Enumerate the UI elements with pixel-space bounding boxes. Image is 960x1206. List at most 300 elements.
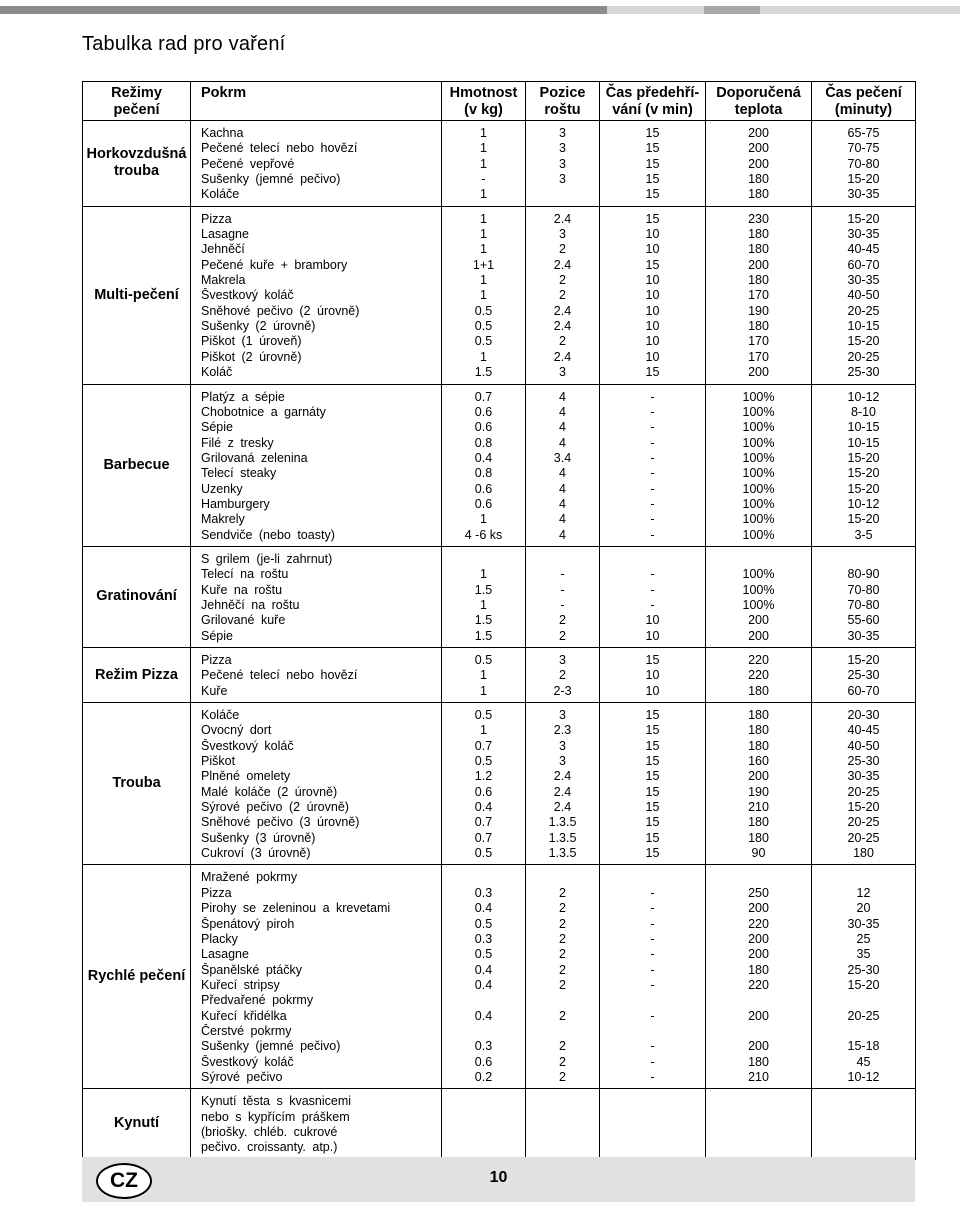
- table-cell: 10: [645, 349, 660, 364]
- time-column: [812, 121, 916, 207]
- table-cell: 170: [748, 288, 769, 303]
- rack-column: [526, 703, 600, 865]
- table-cell: 15: [645, 800, 660, 815]
- table-cell: [600, 870, 705, 885]
- table-cell: 0.4: [474, 962, 493, 977]
- dish-name: Pizza: [201, 211, 232, 226]
- table-cell: 0.5: [474, 754, 493, 769]
- weight-column: [442, 648, 526, 703]
- table-cell: 2-3: [553, 683, 572, 698]
- table-cell: [812, 1094, 915, 1109]
- table-cell: 220: [748, 668, 769, 683]
- table-cell: 1: [480, 683, 487, 698]
- table-cell: [526, 187, 599, 202]
- table-cell: 100%: [742, 404, 775, 419]
- time-column: [812, 648, 916, 703]
- table-cell: 15: [645, 653, 660, 667]
- table-cell: 15: [645, 723, 660, 738]
- table-cell: 100%: [742, 512, 775, 527]
- dish-column: [191, 384, 442, 546]
- table-cell: 80-90: [847, 567, 880, 582]
- table-cell: 25-30: [847, 754, 880, 769]
- table-cell: -: [560, 567, 565, 582]
- table-cell: [706, 1125, 811, 1140]
- dish-name: Telecí na roštu: [201, 567, 289, 582]
- table-cell: 180: [748, 708, 769, 723]
- table-cell: [526, 1024, 599, 1039]
- dish-column: [191, 703, 442, 865]
- dish-name: Uzenky: [201, 481, 243, 496]
- cooking-mode-label: Trouba: [112, 775, 161, 792]
- table-cell: [600, 1125, 705, 1140]
- table-cell: 4: [559, 435, 566, 450]
- table-cell: 180: [853, 846, 874, 861]
- table-cell: [600, 552, 705, 567]
- header-line: Čas předehří-: [605, 85, 700, 101]
- cooking-mode: [83, 384, 191, 546]
- table-cell: 15: [645, 365, 660, 380]
- table-cell: -: [650, 916, 655, 931]
- table-cell: 2: [559, 628, 566, 643]
- temperature-column: [706, 703, 812, 865]
- table-cell: -: [650, 420, 655, 435]
- table-cell: 190: [748, 303, 769, 318]
- table-cell: 1: [480, 567, 487, 582]
- table-cell: 15: [645, 769, 660, 784]
- cooking-mode-label: Gratinování: [96, 588, 177, 605]
- table-cell: 15: [645, 141, 660, 156]
- table-cell: -: [650, 1069, 655, 1084]
- table-cell: 8-10: [850, 404, 877, 419]
- table-cell: 10-15: [847, 420, 880, 435]
- cooking-mode: [83, 121, 191, 207]
- dish-name: Placky: [201, 931, 238, 946]
- cooking-mode-label: Horkovzdušná: [86, 146, 187, 163]
- table-cell: 2: [559, 947, 566, 962]
- table-cell: 0.4: [474, 800, 493, 815]
- table-cell: [812, 1024, 915, 1039]
- header-line: roštu: [544, 102, 581, 118]
- table-cell: -: [481, 172, 486, 187]
- table-cell: 4 -6 ks: [464, 527, 503, 542]
- dish-name: Švestkový koláč: [201, 738, 294, 753]
- dish-name: Koláče: [201, 187, 240, 202]
- cooking-mode-label: Kynutí: [113, 1115, 160, 1132]
- preheat-column: [600, 121, 706, 207]
- table-cell: 200: [748, 141, 769, 156]
- dish-name: Kuřecí křidélka: [201, 1008, 287, 1023]
- dish-name: Cukroví (3 úrovně): [201, 846, 311, 861]
- table-cell: -: [650, 435, 655, 450]
- table-cell: 20-25: [847, 349, 880, 364]
- table-cell: 40-50: [847, 738, 880, 753]
- table-cell: 210: [748, 1069, 769, 1084]
- dish-name: Sýrové pečivo (2 úrovně): [201, 800, 349, 815]
- table-cell: 0.7: [474, 738, 493, 753]
- dish-name: Jehněčí: [201, 242, 245, 257]
- table-cell: 2: [559, 962, 566, 977]
- dish-name: Makrely: [201, 512, 245, 527]
- table-cell: -: [650, 901, 655, 916]
- table-cell: 30-35: [847, 227, 880, 242]
- dish-name: Pizza: [201, 885, 232, 900]
- table-cell: 0.5: [474, 334, 493, 349]
- table-group-row: [83, 1089, 916, 1159]
- rack-column: [526, 865, 600, 1089]
- table-cell: 25-30: [847, 365, 880, 380]
- table-group-row: [83, 546, 916, 647]
- table-cell: 1.5: [474, 613, 493, 628]
- table-cell: 4: [559, 527, 566, 542]
- header-line: Pokrm: [201, 85, 247, 101]
- table-cell: 15-20: [847, 334, 880, 349]
- dish-name: Grilované kuře: [201, 613, 286, 628]
- table-cell: -: [650, 512, 655, 527]
- table-cell: 0.3: [474, 931, 493, 946]
- page-footer: [82, 1157, 915, 1202]
- table-cell: 2: [559, 1039, 566, 1054]
- table-cell: 0.6: [474, 1054, 493, 1069]
- table-cell: [600, 1024, 705, 1039]
- dish-name: Jehněčí na roštu: [201, 597, 300, 612]
- table-cell: [706, 1094, 811, 1109]
- table-cell: 15: [645, 784, 660, 799]
- table-cell: [526, 1125, 599, 1140]
- table-cell: 230: [748, 211, 769, 226]
- temperature-column: [706, 648, 812, 703]
- top-decorative-bar: [0, 6, 960, 14]
- table-cell: 15-20: [847, 481, 880, 496]
- table-cell: 30-35: [847, 628, 880, 643]
- table-cell: 4: [559, 481, 566, 496]
- dish-name: Grilovaná zelenina: [201, 450, 308, 465]
- header-line: Hmotnost: [449, 85, 518, 101]
- table-cell: 2: [559, 334, 566, 349]
- table-cell: 2: [559, 288, 566, 303]
- table-cell: 15-20: [847, 800, 880, 815]
- table-cell: -: [650, 527, 655, 542]
- table-cell: 15-18: [847, 1039, 880, 1054]
- table-cell: 210: [748, 800, 769, 815]
- table-cell: 40-45: [847, 723, 880, 738]
- table-cell: 0.8: [474, 466, 493, 481]
- table-group-row: [83, 384, 916, 546]
- table-cell: [526, 1110, 599, 1125]
- dish-name: Mražené pokrmy: [201, 870, 298, 885]
- table-cell: 2.4: [553, 784, 572, 799]
- table-cell: 180: [748, 172, 769, 187]
- table-cell: 200: [748, 365, 769, 380]
- table-group-row: [83, 206, 916, 384]
- table-cell: 2.4: [553, 769, 572, 784]
- table-cell: -: [560, 582, 565, 597]
- dish-name: Kynutí těsta s kvasnicemi: [201, 1094, 352, 1109]
- weight-column: [442, 206, 526, 384]
- rack-column: [526, 1089, 600, 1159]
- table-cell: 100%: [742, 597, 775, 612]
- table-cell: 30-35: [847, 273, 880, 288]
- dish-column: [191, 1089, 442, 1159]
- table-cell: 15: [645, 754, 660, 769]
- table-cell: -: [650, 496, 655, 511]
- table-cell: 0.4: [474, 1008, 493, 1023]
- table-cell: 0.3: [474, 1039, 493, 1054]
- table-cell: [442, 1140, 525, 1155]
- table-cell: 25-30: [847, 668, 880, 683]
- table-cell: [526, 1094, 599, 1109]
- table-cell: [706, 1024, 811, 1039]
- weight-column: [442, 384, 526, 546]
- table-cell: 0.2: [474, 1069, 493, 1084]
- dish-name: Koláče: [201, 708, 240, 723]
- table-cell: 200: [748, 628, 769, 643]
- table-cell: 0.5: [474, 947, 493, 962]
- table-cell: 2: [559, 931, 566, 946]
- table-cell: 15-20: [847, 211, 880, 226]
- rack-column: [526, 121, 600, 207]
- table-cell: 40-50: [847, 288, 880, 303]
- table-cell: 15-20: [847, 172, 880, 187]
- table-cell: 10: [645, 668, 660, 683]
- dish-name: Špenátový piroh: [201, 916, 295, 931]
- dish-column: [191, 206, 442, 384]
- table-cell: 10: [645, 273, 660, 288]
- table-cell: 15: [645, 211, 660, 226]
- table-cell: 180: [748, 738, 769, 753]
- table-cell: 2: [559, 885, 566, 900]
- dish-name: pečivo. croissanty. atp.): [201, 1140, 338, 1155]
- table-cell: 100%: [742, 435, 775, 450]
- table-cell: 0.5: [474, 303, 493, 318]
- table-cell: 10-15: [847, 319, 880, 334]
- table-cell: -: [650, 947, 655, 962]
- dish-name: (briošky. chléb. cukrové: [201, 1124, 338, 1139]
- table-cell: 12: [856, 885, 871, 900]
- dish-name: Sýrové pečivo: [201, 1069, 283, 1084]
- dish-name: Sušenky (3 úrovně): [201, 830, 316, 845]
- table-cell: -: [650, 450, 655, 465]
- table-cell: 1.2: [474, 769, 493, 784]
- weight-column: [442, 703, 526, 865]
- dish-column: [191, 546, 442, 647]
- dish-name: Malé koláče (2 úrovně): [201, 784, 338, 799]
- table-cell: 180: [748, 830, 769, 845]
- dish-name: Kuře na roštu: [201, 582, 283, 597]
- cooking-mode-label: Barbecue: [103, 456, 170, 473]
- dish-name: Pečené kuře + brambory: [201, 257, 348, 272]
- table-cell: [812, 1110, 915, 1125]
- cooking-mode: [83, 703, 191, 865]
- table-cell: [526, 552, 599, 567]
- table-cell: 3: [559, 141, 566, 156]
- temperature-column: [706, 546, 812, 647]
- table-cell: 70-80: [847, 156, 880, 171]
- table-cell: 10: [645, 334, 660, 349]
- preheat-column: [600, 206, 706, 384]
- table-cell: -: [650, 466, 655, 481]
- table-cell: -: [650, 404, 655, 419]
- dish-name: Sušenky (2 úrovně): [201, 319, 316, 334]
- table-cell: 10: [645, 288, 660, 303]
- table-cell: [526, 870, 599, 885]
- weight-column: [442, 865, 526, 1089]
- dish-name: Kachna: [201, 126, 244, 140]
- table-cell: 170: [748, 334, 769, 349]
- temperature-column: [706, 206, 812, 384]
- table-cell: 1: [480, 227, 487, 242]
- dish-name: Makrela: [201, 273, 246, 288]
- table-cell: 65-75: [847, 126, 880, 140]
- dish-name: S grilem (je-li zahrnut): [201, 551, 333, 566]
- dish-name: Koláč: [201, 365, 233, 380]
- table-cell: 200: [748, 126, 769, 140]
- header-preheat: [600, 82, 706, 121]
- cooking-mode-label: Režim Pizza: [95, 666, 178, 683]
- table-cell: 2: [559, 613, 566, 628]
- table-cell: 200: [748, 947, 769, 962]
- preheat-column: [600, 865, 706, 1089]
- table-cell: 0.6: [474, 496, 493, 511]
- table-cell: 10: [645, 227, 660, 242]
- table-cell: 70-80: [847, 597, 880, 612]
- table-cell: 180: [748, 683, 769, 698]
- dish-name: Sépie: [201, 628, 233, 643]
- table-cell: 60-70: [847, 683, 880, 698]
- table-cell: [600, 1094, 705, 1109]
- dish-name: Sušenky (jemné pečivo): [201, 1039, 341, 1054]
- table-cell: 20: [856, 901, 871, 916]
- table-cell: 1: [480, 141, 487, 156]
- dish-name: Piškot (1 úroveň): [201, 334, 302, 349]
- table-cell: 200: [748, 257, 769, 272]
- cooking-mode: [83, 206, 191, 384]
- time-column: [812, 546, 916, 647]
- cooking-table: [82, 81, 916, 1160]
- header-line: Čas pečení: [825, 85, 902, 101]
- dish-name: Sépie: [201, 420, 233, 435]
- table-cell: 10: [645, 242, 660, 257]
- table-cell: 2.4: [553, 349, 572, 364]
- table-cell: 20-25: [847, 1008, 880, 1023]
- table-cell: 220: [748, 977, 769, 992]
- table-cell: 15: [645, 815, 660, 830]
- table-cell: 1.5: [474, 628, 493, 643]
- table-cell: 100%: [742, 567, 775, 582]
- table-cell: 200: [748, 769, 769, 784]
- table-cell: [442, 552, 525, 567]
- table-cell: 220: [748, 916, 769, 931]
- table-cell: 10: [645, 683, 660, 698]
- preheat-column: [600, 1089, 706, 1159]
- dish-name: Piškot: [201, 754, 236, 769]
- table-cell: 180: [748, 815, 769, 830]
- dish-name: Kuřecí stripsy: [201, 977, 280, 992]
- table-cell: 30-35: [847, 769, 880, 784]
- header-mode: [83, 82, 191, 121]
- table-cell: 2: [559, 901, 566, 916]
- table-cell: 190: [748, 784, 769, 799]
- table-cell: 100%: [742, 582, 775, 597]
- table-cell: [706, 1110, 811, 1125]
- time-column: [812, 206, 916, 384]
- table-cell: 60-70: [847, 257, 880, 272]
- header-line: Pozice: [539, 85, 586, 101]
- table-cell: 15: [645, 172, 660, 187]
- dish-column: [191, 865, 442, 1089]
- table-cell: 180: [748, 962, 769, 977]
- table-cell: 20-25: [847, 830, 880, 845]
- cooking-mode-label: trouba: [113, 163, 160, 180]
- table-cell: 3: [559, 653, 566, 667]
- header-rack: [526, 82, 600, 121]
- table-cell: 3: [559, 708, 566, 723]
- table-cell: 1: [480, 288, 487, 303]
- dish-column: [191, 121, 442, 207]
- header-line: Doporučená: [716, 85, 801, 101]
- table-cell: 20-25: [847, 815, 880, 830]
- table-cell: 30-35: [847, 916, 880, 931]
- table-cell: [600, 1110, 705, 1125]
- weight-column: [442, 121, 526, 207]
- header-time: [812, 82, 916, 121]
- table-cell: -: [650, 582, 655, 597]
- table-cell: 4: [559, 420, 566, 435]
- table-cell: [442, 1094, 525, 1109]
- table-cell: 1: [480, 349, 487, 364]
- header-line: (minuty): [834, 102, 893, 118]
- table-cell: 2.4: [553, 257, 572, 272]
- cooking-mode: [83, 648, 191, 703]
- table-cell: 220: [748, 653, 769, 667]
- dish-name: Sněhové pečivo (2 úrovně): [201, 303, 360, 318]
- dish-name: Kuře: [201, 683, 228, 698]
- table-cell: -: [650, 962, 655, 977]
- table-cell: 3-5: [854, 527, 873, 542]
- dish-name: Plněné omelety: [201, 769, 291, 784]
- table-cell: 3: [559, 738, 566, 753]
- table-group-row: [83, 865, 916, 1089]
- table-cell: 0.7: [474, 389, 493, 404]
- table-cell: 2: [559, 916, 566, 931]
- table-cell: 15: [645, 846, 660, 861]
- table-cell: 2: [559, 1069, 566, 1084]
- table-cell: [442, 1125, 525, 1140]
- table-group-row: [83, 703, 916, 865]
- table-cell: 0.5: [474, 708, 493, 723]
- cooking-mode-label: Multi-pečení: [94, 286, 179, 303]
- table-cell: 10: [645, 303, 660, 318]
- cooking-mode: [83, 1089, 191, 1159]
- table-cell: 3: [559, 172, 566, 187]
- table-cell: 0.7: [474, 815, 493, 830]
- dish-name: Předvařené pokrmy: [201, 993, 314, 1008]
- table-cell: 2: [559, 1008, 566, 1023]
- table-cell: 3.4: [553, 450, 572, 465]
- table-cell: 15: [645, 708, 660, 723]
- table-cell: 1.3.5: [548, 846, 577, 861]
- table-cell: -: [650, 597, 655, 612]
- dish-name: Pirohy se zeleninou a krevetami: [201, 901, 391, 916]
- dish-name: Platýz a sépie: [201, 389, 285, 404]
- dish-name: Ovocný dort: [201, 723, 272, 738]
- table-cell: 25-30: [847, 962, 880, 977]
- table-cell: 10: [645, 319, 660, 334]
- table-cell: 3: [559, 126, 566, 140]
- table-cell: 30-35: [847, 187, 880, 202]
- table-cell: 0.6: [474, 481, 493, 496]
- temperature-column: [706, 865, 812, 1089]
- table-cell: -: [650, 1054, 655, 1069]
